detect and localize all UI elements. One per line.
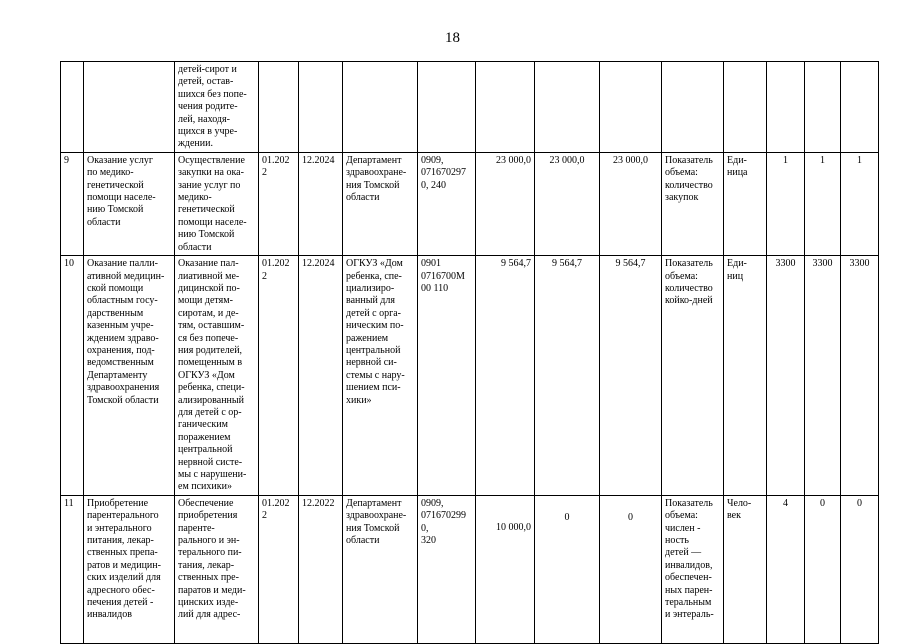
cell-indicator: Показатель объема: количество закупок [662,152,724,255]
cell-v3: 0 [600,495,662,643]
cell-v1: 10 000,0 [476,495,535,643]
table-row [61,495,879,643]
program-table [60,61,879,644]
cell-description: Обеспечение приобретения паренте- рального и эн- терального пи- тания, лекар- ственных пре- паратов и меди- цинских изде- лий для адрес- [175,495,259,643]
cell-description: Оказание пал- лиативной ме- дицинской по- мощи детям- сиротам, и де- тям, оставшим- ся без попече- ния родителей, помещенным в ОГКУЗ «Дом ребенка, специ- ализированный для детей с ор- ганическим поражением центральной нервной систе- мы с нарушени- ем психики» [175,256,259,496]
cell-end: 12.2024 [299,256,343,496]
cell-q2 [805,62,841,153]
cell-unit: Еди- ница [724,152,767,255]
cell-indicator [662,62,724,153]
cell-end [299,62,343,153]
cell-start: 01.202 2 [259,152,299,255]
cell-v3: 9 564,7 [600,256,662,496]
cell-code [418,62,476,153]
cell-executor: ОГКУЗ «Дом ребенка, спе- циализиро- ванный для детей с орга- ническим по- ражением центральной нервной си- стемы с нару- шением пси- хики» [343,256,418,496]
cell-description: детей-сирот и детей, остав- шихся без попе- чения родите- лей, находя- щихся в учре- ждении. [175,62,259,153]
cell-name: Оказание палли- ативной медицин- ской помощи областным госу- дарственным казенным учре- ждением здраво- охранения, под- ведомственным Департаменту здравоохранения Томской области [84,256,175,496]
cell-q2: 0 [805,495,841,643]
cell-num: 9 [61,152,84,255]
cell-name: Приобретение парентерального и энтерального питания, лекар- ственных препа- ратов и медицин- ских изделий для адресного обес- печения детей - инвалидов [84,495,175,643]
page-number: 18 [445,30,460,46]
cell-description: Осуществление закупки на ока- зание услуг по медико- генетической помощи населе- нию Томской области [175,152,259,255]
cell-code: 0901 0716700М 00 110 [418,256,476,496]
cell-indicator: Показатель объема: количество койко-дней [662,256,724,496]
cell-indicator: Показатель объема: числен - ность детей — инвалидов, обеспечен- ных парен- теральным и энтераль- [662,495,724,643]
cell-end: 12.2024 [299,152,343,255]
cell-q1 [767,62,805,153]
cell-q1: 1 [767,152,805,255]
cell-end: 12.2022 [299,495,343,643]
cell-q3: 3300 [841,256,879,496]
cell-start [259,62,299,153]
cell-num: 10 [61,256,84,496]
cell-executor [343,62,418,153]
cell-unit: Чело- век [724,495,767,643]
cell-q2: 3300 [805,256,841,496]
cell-v2: 23 000,0 [535,152,600,255]
cell-q3 [841,62,879,153]
cell-start: 01.202 2 [259,495,299,643]
cell-v2 [535,62,600,153]
cell-unit: Еди- ниц [724,256,767,496]
cell-v1: 23 000,0 [476,152,535,255]
cell-unit [724,62,767,153]
cell-v2: 0 [535,495,600,643]
cell-v3: 23 000,0 [600,152,662,255]
cell-q2: 1 [805,152,841,255]
cell-code: 0909, 071670297 0, 240 [418,152,476,255]
cell-v3 [600,62,662,153]
cell-v1: 9 564,7 [476,256,535,496]
cell-num [61,62,84,153]
cell-q1: 4 [767,495,805,643]
cell-executor: Департамент здравоохране- ния Томской области [343,495,418,643]
cell-code: 0909, 071670299 0, 320 [418,495,476,643]
cell-q1: 3300 [767,256,805,496]
cell-num: 11 [61,495,84,643]
cell-name [84,62,175,153]
table-row [61,256,879,496]
table-body [61,62,879,644]
cell-start: 01.202 2 [259,256,299,496]
cell-name: Оказание услуг по медико- генетической помощи населе- нию Томской области [84,152,175,255]
cell-executor: Департамент здравоохране- ния Томской области [343,152,418,255]
cell-q3: 0 [841,495,879,643]
table-row [61,152,879,255]
table-row [61,62,879,153]
cell-q3: 1 [841,152,879,255]
cell-v1 [476,62,535,153]
cell-v2: 9 564,7 [535,256,600,496]
